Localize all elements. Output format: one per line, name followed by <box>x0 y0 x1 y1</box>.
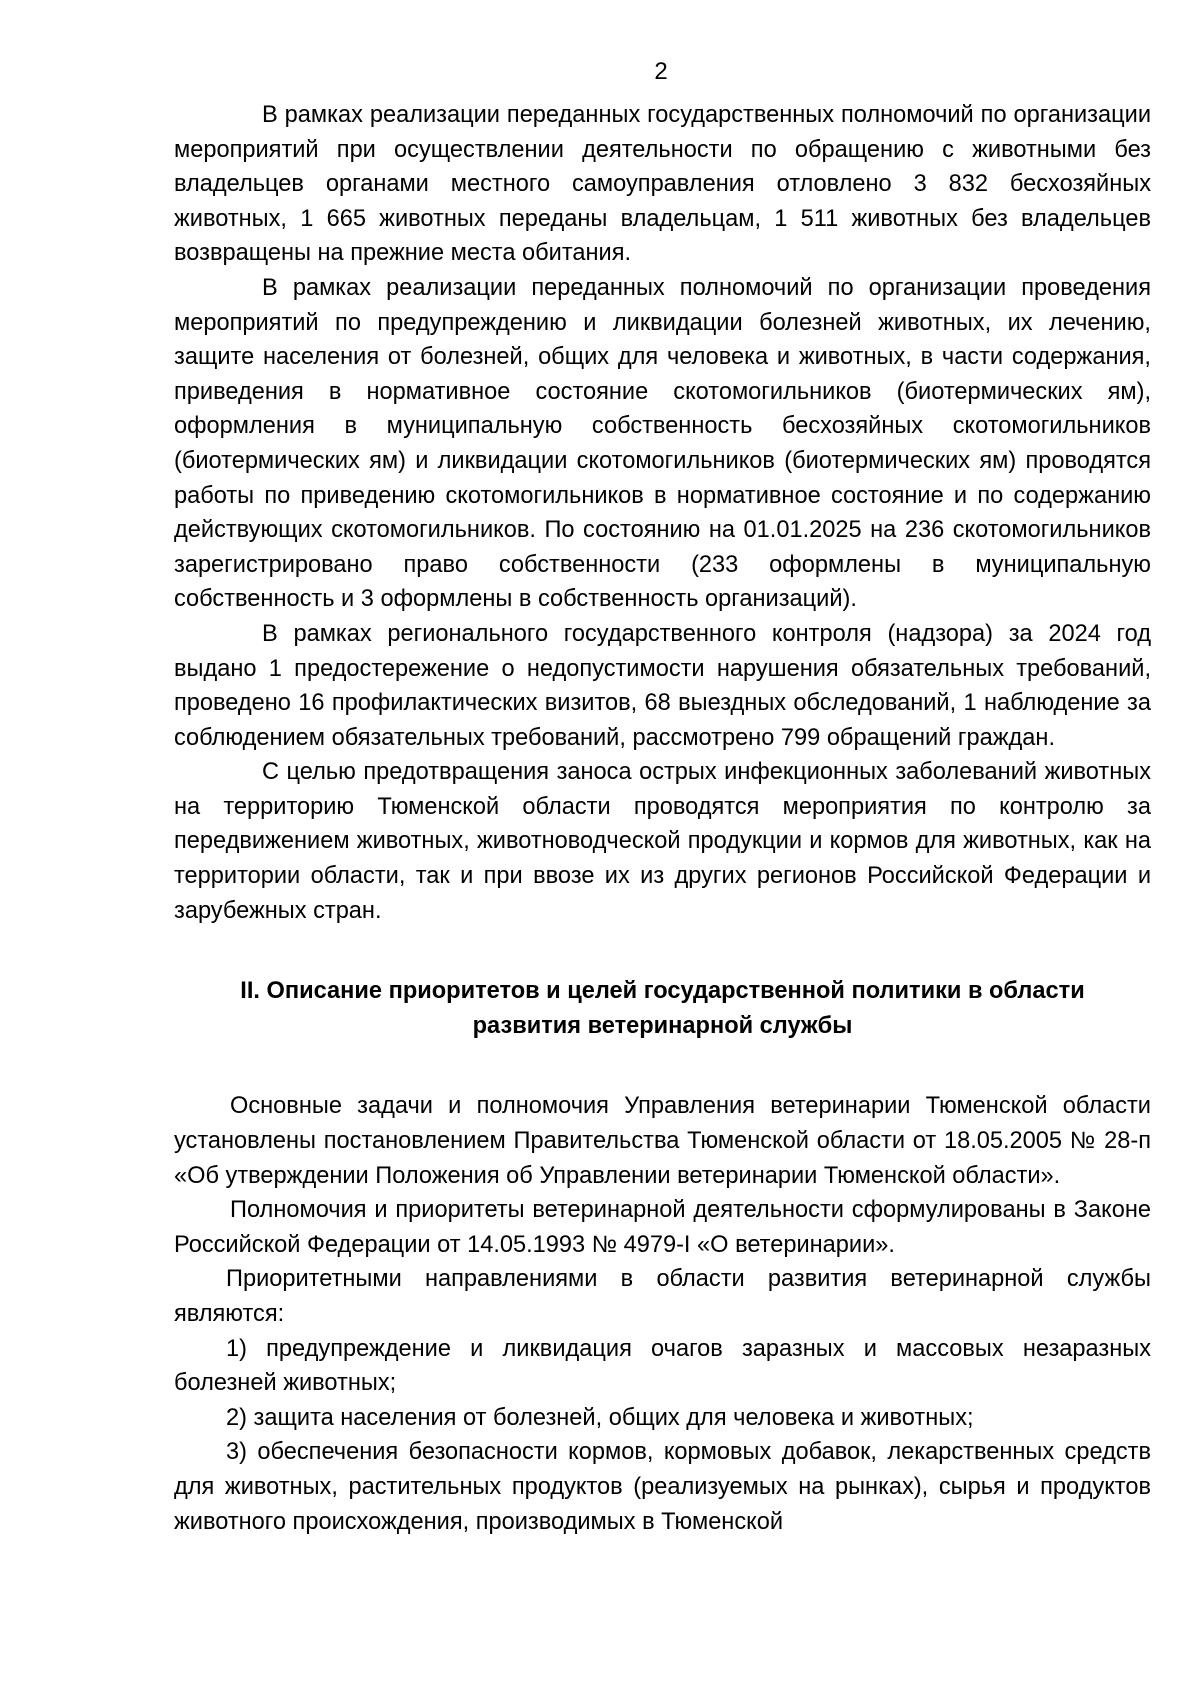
paragraph-stray-animals: В рамках реализации переданных государственных полномочий по организации мероприятий при осуществлении деятельности по обращению с животными без владельцев органами местного самоуправления отловлено 3 832 бесхозяйных животных, 1 665 животных переданы владельцам, 1 511 животных без владельцев возвращены на прежние места обитания. <box>174 102 1151 267</box>
paragraph-priority-directions: Приоритетными направлениями в области развития ветеринарной службы являются: <box>174 1266 1151 1327</box>
page-number: 2 <box>654 58 668 85</box>
section-heading <box>174 974 1151 1043</box>
paragraph-powers-priorities: Полномочия и приоритеты ветеринарной деятельности сформулированы в Законе Российской Федерации от 14.05.1993 № 4979-I «О ветеринарии». <box>174 1197 1151 1258</box>
document-body <box>174 98 1151 1539</box>
list-item-3: 3) обеспечения безопасности кормов, кормовых добавок, лекарственных средств для животных, растительных продуктов (реализуемых на рынках), сырья и продуктов животного происхождения, производимых в Тюменской <box>174 1439 1151 1535</box>
list-item-2: 2) защита населения от болезней, общих для человека и животных; <box>226 1404 974 1431</box>
paragraph-cattle-burial-grounds: В рамках реализации переданных полномочий по организации проведения мероприятий по предупреждению и ликвидации болезней животных, их лечению, защите населения от болезней, общих для человека и животных, в части содержания, приведения в нормативное состояние скотомогильников (биотермических ям), оформления в муниципальную собственность бесхозяйных скотомогильников (биотермических ям) и ликвидации скотомогильников (биотермических ям) проводятся работы по приведению скотомогильников в нормативное состояние и по содержанию действующих скотомогильников. По состоянию на 01.01.2025 на 236 скотомогильников зарегистрировано право собственности (233 оформлены в муниципальную собственность и 3 оформлены в собственность организаций). <box>174 274 1151 613</box>
section-heading-line-2: развития ветеринарной службы <box>472 1012 853 1039</box>
list-item-1: 1) предупреждение и ликвидация очагов заразных и массовых незаразных болезней животных; <box>174 1335 1151 1397</box>
section-heading-line-1: II. Описание приоритетов и целей государственной политики в области <box>240 978 1085 1005</box>
paragraph-main-tasks: Основные задачи и полномочия Управления ветеринарии Тюменской области установлены постановлением Правительства Тюменской области от 18.05.2005 № 28-п «Об утверждении Положения об Управлении ветеринарии Тюменской области». <box>174 1093 1151 1189</box>
paragraph-regional-control: В рамках регионального государственного контроля (надзора) за 2024 год выдано 1 предостережение о недопустимости нарушения обязательных требований, проведено 16 профилактических визитов, 68 выездных обследований, 1 наблюдение за соблюдением обязательных требований, рассмотрено 799 обращений граждан. <box>174 620 1151 751</box>
paragraph-infection-prevention: С целью предотвращения заноса острых инфекционных заболеваний животных на территорию Тюменской области проводятся мероприятия по контролю за передвижением животных, животноводческой продукции и кормов для животных, как на территории области, так и при ввозе их из других регионов Российской Федерации и зарубежных стран. <box>174 759 1151 924</box>
